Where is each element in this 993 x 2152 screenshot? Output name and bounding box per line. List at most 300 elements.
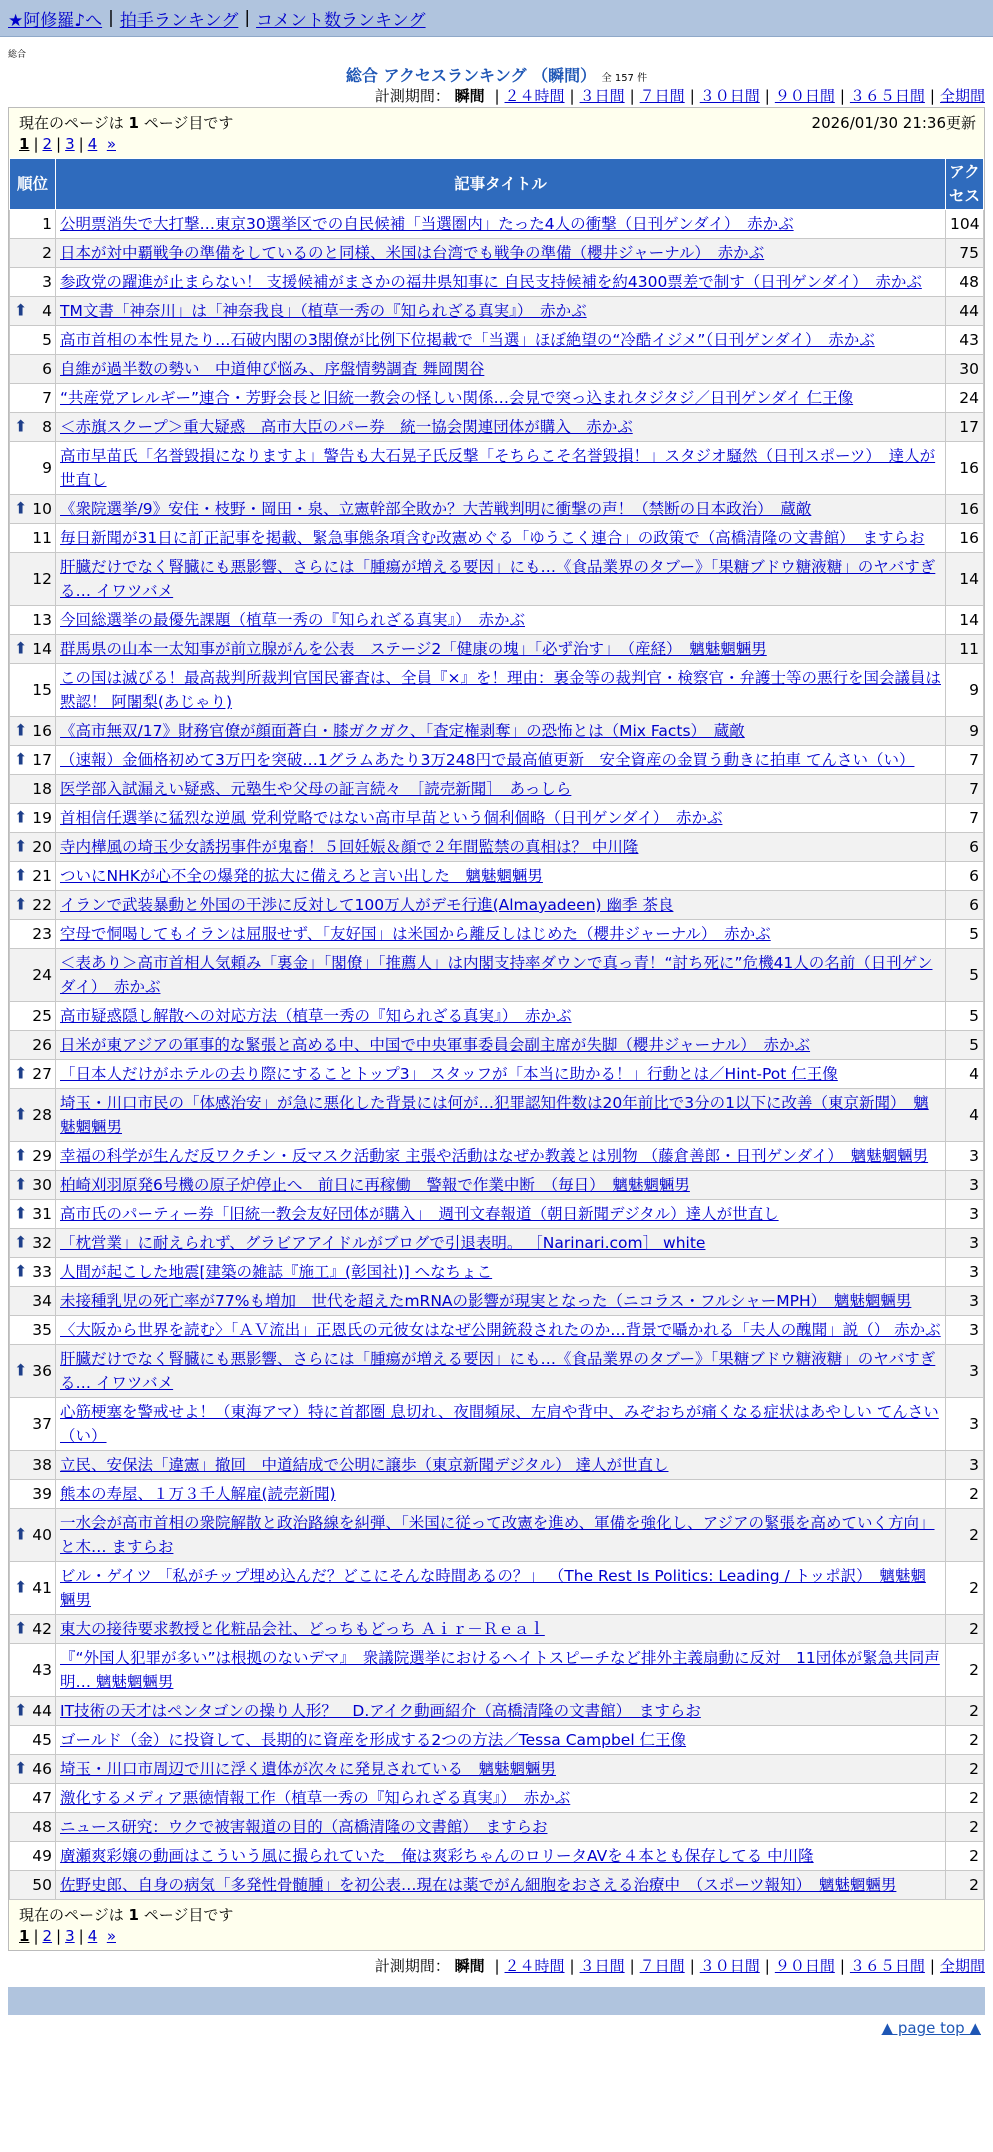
access-count: 9 — [946, 717, 984, 746]
rank-number: 27 — [32, 1065, 52, 1083]
article-link[interactable]: 幸福の科学が生んだ反ワクチン・反マスク活動家 主張や活動はなぜか教義とは別物 （藤倉善郎・日刊ゲンダイ） 魑魅魍魎男 — [60, 1147, 929, 1165]
rank-cell — [10, 442, 56, 495]
rank-up-arrow-icon: ⬆ — [14, 1174, 28, 1194]
rank-number: 38 — [32, 1456, 52, 1474]
article-link[interactable]: 今回総選挙の最優先課題（植草一秀の『知られざる真実』） 赤かぶ — [60, 611, 526, 629]
title-cell — [56, 1562, 946, 1615]
updated-time: 2026/01/30 21:36更新 — [811, 114, 976, 132]
article-link[interactable]: 毎日新聞が31日に訂正記事を掲載、緊急事態条項含む改憲めぐる「ゆうこく連合」の政策で（高橋清隆の文書館） ますらお — [60, 529, 925, 547]
table-row — [10, 210, 984, 239]
title-cell — [56, 524, 946, 553]
title-cell — [56, 1031, 946, 1060]
period-link[interactable]: ２４時間 — [504, 1957, 565, 1975]
article-link[interactable]: 心筋梗塞を警戒せよ！（東海アマ）特に首都圏 息切れ、夜間頻尿、左肩や背中、みぞおちが痛くなる症状はあやしい てんさい（い） — [60, 1403, 939, 1445]
page-links — [19, 135, 974, 153]
access-count: 3 — [946, 1287, 984, 1316]
table-row — [10, 1171, 984, 1200]
period-link[interactable]: ９０日間 — [774, 87, 835, 105]
article-link[interactable]: “共産党アレルギー”連合・芳野会長と旧統一教会の怪しい関係…会見で突っ込まれタジタジ／日刊ゲンダイ 仁王像 — [60, 389, 854, 407]
page-links — [19, 1927, 974, 1945]
article-link[interactable]: 空母で恫喝してもイランは屈服せず、「友好国」は米国から離反しはじめた（櫻井ジャーナル） 赤かぶ — [60, 925, 771, 943]
table-row — [10, 1142, 984, 1171]
pager-current-number: 1 — [128, 114, 139, 132]
access-count: 2 — [946, 1726, 984, 1755]
ranking-body — [10, 210, 984, 1900]
total-count: 全 157 件 — [601, 73, 648, 84]
access-count: 16 — [946, 442, 984, 495]
rank-up-arrow-icon: ⬆ — [14, 720, 28, 740]
rank-cell — [10, 1142, 56, 1171]
rank-number: 20 — [32, 838, 52, 856]
rank-number: 21 — [32, 867, 52, 885]
title-cell — [56, 1784, 946, 1813]
pager-current-number: 1 — [128, 1906, 139, 1924]
rank-cell — [10, 1002, 56, 1031]
title-cell — [56, 1345, 946, 1398]
access-count: 2 — [946, 1755, 984, 1784]
page-link[interactable]: 4 — [87, 135, 98, 153]
access-count: 7 — [946, 775, 984, 804]
article-link[interactable]: 参政党の躍進が止まらない！ 支援候補がまさかの福井県知事に 自民支持候補を約4300票差で制す（日刊ゲンダイ） 赤かぶ — [60, 273, 922, 291]
article-link[interactable]: 『“外国人犯罪が多い”は根拠のないデマ』 衆議院選挙におけるヘイトスピーチなど排外主義扇動に反対 11団体が緊急共同声明… 魑魅魍魎男 — [60, 1649, 940, 1691]
rank-up-arrow-icon: ⬆ — [14, 638, 28, 658]
access-count: 11 — [946, 635, 984, 664]
article-link[interactable]: 自維が過半数の勢い 中道伸び悩み、序盤情勢調査 舞岡関谷 — [60, 360, 485, 378]
rank-cell — [10, 1784, 56, 1813]
title-cell — [56, 495, 946, 524]
title-cell — [56, 1316, 946, 1345]
title-cell — [56, 1089, 946, 1142]
article-link[interactable]: ニュース研究：ウクで被害報道の目的（高橋清隆の文書館） ますらお — [60, 1818, 548, 1836]
table-row — [10, 413, 984, 442]
article-link[interactable]: 《衆院選挙/9》安住・枝野・岡田・泉、立憲幹部全敗か？大苦戦判明に衝撃の声！（禁断の日本政治） 蔵敵 — [60, 500, 812, 518]
article-link[interactable]: 一水会が高市首相の衆院解散と政治路線を糾弾、「米国に従って改憲を進め、軍備を強化し、アジアの緊張を高めていく方向」と木… ますらお — [60, 1514, 935, 1556]
page-link[interactable]: 3 — [65, 1927, 75, 1945]
ranking-frame — [8, 107, 985, 1951]
period-link[interactable]: ３０日間 — [699, 87, 760, 105]
title-cell — [56, 664, 946, 717]
rank-cell — [10, 1509, 56, 1562]
article-link[interactable]: ゴールド（金）に投資して、長期的に資産を形成する2つの方法／Tessa Campbel 仁王像 — [60, 1731, 687, 1749]
article-link[interactable]: 激化するメディア悪徳情報工作（植草一秀の『知られざる真実』） 赤かぶ — [60, 1789, 571, 1807]
article-link[interactable]: 医学部入試漏えい疑惑、元塾生や父母の証言続々 ［読売新聞］ あっしら — [60, 780, 572, 798]
rank-number: 33 — [32, 1263, 52, 1281]
access-count: 44 — [946, 297, 984, 326]
access-count: 3 — [946, 1200, 984, 1229]
access-count: 6 — [946, 891, 984, 920]
rank-cell — [10, 1871, 56, 1900]
period-separator: | — [929, 1957, 935, 1975]
period-separator: | — [764, 1957, 770, 1975]
article-link[interactable]: 《高市無双/17》財務官僚が顔面蒼白・膝ガクガク、「査定権剥奪」の恐怖とは（Mix Facts） 蔵敵 — [60, 722, 745, 740]
period-link[interactable]: ３日間 — [579, 1957, 625, 1975]
table-row — [10, 1697, 984, 1726]
article-link[interactable]: 熊本の寿屋、１万３千人解雇(読売新聞) — [60, 1485, 336, 1503]
title-cell — [56, 1142, 946, 1171]
access-count: 5 — [946, 920, 984, 949]
article-link[interactable]: 公明票消失で大打撃…東京30選挙区での自民候補「当選圏内」たった4人の衝撃（日刊ゲンダイ） 赤かぶ — [60, 215, 794, 233]
rank-number: 3 — [42, 273, 52, 291]
table-row — [10, 1345, 984, 1398]
table-row — [10, 1755, 984, 1784]
rank-number: 10 — [32, 500, 52, 518]
rank-cell — [10, 949, 56, 1002]
home-link[interactable]: ★阿修羅♪へ — [8, 10, 103, 31]
page-separator: | — [78, 135, 84, 153]
access-count: 24 — [946, 384, 984, 413]
table-row — [10, 949, 984, 1002]
title-cell — [56, 1842, 946, 1871]
table-row — [10, 1813, 984, 1842]
access-count: 5 — [946, 1031, 984, 1060]
rank-number: 9 — [42, 459, 52, 477]
page-link[interactable]: 4 — [87, 1927, 98, 1945]
page-link[interactable]: 2 — [42, 1927, 53, 1945]
rank-cell — [10, 775, 56, 804]
title-cell — [56, 1697, 946, 1726]
article-link[interactable]: 廣瀬爽彩嬢の動画はこういう風に撮られていた＿俺は爽彩ちゃんのロリータAVを４本とも保存してる 中川隆 — [60, 1847, 814, 1865]
access-count: 4 — [946, 1089, 984, 1142]
rank-number: 8 — [42, 418, 52, 436]
rank-number: 16 — [32, 722, 52, 740]
clap-ranking-link[interactable]: 拍手ランキング — [119, 10, 239, 31]
table-row — [10, 268, 984, 297]
access-count: 3 — [946, 1345, 984, 1398]
table-row — [10, 833, 984, 862]
rank-number: 26 — [32, 1036, 52, 1054]
rank-number: 24 — [32, 966, 52, 984]
title-cell — [56, 210, 946, 239]
period-separator: | — [629, 1957, 635, 1975]
access-count: 3 — [946, 1258, 984, 1287]
rank-number: 37 — [32, 1415, 52, 1433]
table-row — [10, 920, 984, 949]
table-row — [10, 1480, 984, 1509]
rank-up-arrow-icon: ⬆ — [14, 498, 28, 518]
rank-cell — [10, 524, 56, 553]
period-link[interactable]: ３６５日間 — [849, 1957, 925, 1975]
access-count: 16 — [946, 495, 984, 524]
rank-number: 41 — [32, 1579, 52, 1597]
current-page: 1 — [19, 135, 30, 153]
rank-cell — [10, 413, 56, 442]
access-count: 6 — [946, 862, 984, 891]
rank-up-arrow-icon: ⬆ — [14, 1758, 28, 1778]
rank-cell — [10, 1480, 56, 1509]
page-top-link[interactable]: ▲ page top ▲ — [881, 2019, 981, 2037]
current-page: 1 — [19, 1927, 30, 1945]
table-row — [10, 1871, 984, 1900]
rank-cell — [10, 664, 56, 717]
next-page-link[interactable]: » — [106, 1927, 116, 1945]
access-count: 7 — [946, 746, 984, 775]
period-separator: | — [689, 1957, 695, 1975]
access-header: アクセス — [946, 159, 984, 210]
article-link[interactable]: 高市早苗氏「名誉毀損になりますよ」警告も大石晃子氏反撃「そちらこそ名誉毀損！」スタジオ騒然（日刊スポーツ） 達人が世直し — [60, 447, 936, 489]
article-link[interactable]: 「日本人だけがホテルの去り際にすることトップ3」 スタッフが「本当に助かる！」行動とは／Hint-Pot 仁王像 — [60, 1065, 838, 1083]
page-separator: | — [33, 135, 39, 153]
rank-number: 5 — [42, 331, 52, 349]
title-cell — [56, 1258, 946, 1287]
access-count: 17 — [946, 413, 984, 442]
period-current: 瞬間 — [454, 87, 485, 105]
page-title — [0, 63, 993, 85]
rank-number: 31 — [32, 1205, 52, 1223]
access-count: 3 — [946, 1229, 984, 1258]
article-link[interactable]: ＜表あり＞高市首相人気頼み「裏金」「閣僚」「推薦人」は内閣支持率ダウンで真っ青！“討ち死に”危機41人の名前（日刊ゲンダイ） 赤かぶ — [60, 954, 933, 996]
article-link[interactable]: 首相信任選挙に猛烈な逆風 党利党略ではない高市早苗という個利個略（日刊ゲンダイ） 赤かぶ — [60, 809, 723, 827]
rank-up-arrow-icon: ⬆ — [14, 1360, 28, 1380]
title-cell — [56, 862, 946, 891]
access-count: 2 — [946, 1644, 984, 1697]
period-separator: | — [494, 87, 500, 105]
rank-up-arrow-icon: ⬆ — [14, 836, 28, 856]
rank-cell — [10, 355, 56, 384]
rank-cell — [10, 210, 56, 239]
rank-number: 7 — [42, 389, 52, 407]
rank-number: 42 — [32, 1620, 52, 1638]
rank-cell — [10, 1060, 56, 1089]
title-cell — [56, 413, 946, 442]
ranking-table — [9, 158, 984, 1900]
rank-number: 36 — [32, 1362, 52, 1380]
article-link[interactable]: TM文書「神奈川」は「神奈我良」（植草一秀の『知られざる真実』） 赤かぶ — [60, 302, 587, 320]
period-link[interactable]: 全期間 — [939, 87, 985, 105]
page-link[interactable]: 3 — [65, 135, 75, 153]
access-count: 43 — [946, 326, 984, 355]
rank-cell — [10, 1398, 56, 1451]
article-link[interactable]: 佐野史郎、自身の病気「多発性骨髄腫」を初公表…現在は薬でがん細胞をおさえる治療中 （スポーツ報知） 魑魅魍魎男 — [60, 1876, 897, 1894]
title-cell — [56, 920, 946, 949]
title-cell — [56, 1644, 946, 1697]
rank-number: 25 — [32, 1007, 52, 1025]
article-link[interactable]: ＜赤旗スクープ＞重大疑惑 高市大臣のパー券 統一協会関連団体が購入 赤かぶ — [60, 418, 633, 436]
rank-number: 44 — [32, 1702, 52, 1720]
rank-up-arrow-icon: ⬆ — [14, 1618, 28, 1638]
rank-cell — [10, 297, 56, 326]
article-link[interactable]: ビル・ゲイツ 「私がチップ埋め込んだ？どこにそんな時間あるの？」 （The Rest Is Politics: Leading / トッポ訳） 魑魅魍魎男 — [60, 1567, 926, 1609]
article-link[interactable]: 柏崎刈羽原発6号機の原子炉停止へ 前日に再稼働 警報で作業中断 （毎日） 魑魅魍魎男 — [60, 1176, 690, 1194]
period-link[interactable]: ９０日間 — [774, 1957, 835, 1975]
title-cell — [56, 384, 946, 413]
period-link[interactable]: ３６５日間 — [849, 87, 925, 105]
rank-cell — [10, 746, 56, 775]
period-links — [489, 87, 985, 105]
article-link[interactable]: 未接種乳児の死亡率が77%も増加 世代を超えたmRNAの影響が現実となった（ニコラス・フルシャーMPH） 魑魅魍魎男 — [60, 1292, 912, 1310]
rank-number: 43 — [32, 1661, 52, 1679]
title-cell — [56, 1398, 946, 1451]
access-count: 2 — [946, 1813, 984, 1842]
period-current: 瞬間 — [454, 1957, 485, 1975]
access-count: 7 — [946, 804, 984, 833]
table-row — [10, 635, 984, 664]
article-link[interactable]: IT技術の天才はペンタゴンの操り人形？ D.アイク動画紹介（高橋清隆の文書館） ますらお — [60, 1702, 701, 1720]
rank-number: 35 — [32, 1321, 52, 1339]
table-row — [10, 1258, 984, 1287]
table-row — [10, 495, 984, 524]
article-link[interactable]: この国は滅びる！最高裁判所裁判官国民審査は、全員『×』を！理由：裏金等の裁判官・検察官・弁護士等の悪行を国会議員は黙認！ 阿闍梨(あじゃり) — [60, 669, 941, 711]
rank-number: 23 — [32, 925, 52, 943]
nav-separator: | — [244, 8, 251, 28]
article-link[interactable]: 埼玉・川口市民の「体感治安」が急に悪化した背景には何が…犯罪認知件数は20年前比で3分の1以下に改善（東京新聞） 魑魅魍魎男 — [60, 1094, 929, 1136]
rank-number: 49 — [32, 1847, 52, 1865]
table-row — [10, 1200, 984, 1229]
table-row — [10, 384, 984, 413]
article-link[interactable]: 日本が対中覇戦争の準備をしているのと同様、米国は台湾でも戦争の準備（櫻井ジャーナル） 赤かぶ — [60, 244, 765, 262]
table-row — [10, 553, 984, 606]
period-separator: | — [839, 87, 845, 105]
title-cell — [56, 239, 946, 268]
access-count: 2 — [946, 1784, 984, 1813]
rank-up-arrow-icon: ⬆ — [14, 1577, 28, 1597]
article-link[interactable]: 肝臓だけでなく腎臓にも悪影響、さらには「腫瘍が増える要因」にも…《食品業界のタブー》「果糖ブドウ糖液糖」のヤバすぎる… イワツバメ — [60, 1350, 936, 1392]
rank-cell — [10, 717, 56, 746]
rank-cell — [10, 1562, 56, 1615]
rank-cell — [10, 326, 56, 355]
article-link[interactable]: 高市首相の本性見たり…石破内閣の3閣僚が比例下位掲載で「当選」ほぼ絶望の“冷酷イジメ”（日刊ゲンダイ） 赤かぶ — [60, 331, 875, 349]
comment-ranking-link[interactable]: コメント数ランキング — [256, 10, 426, 31]
page-separator: | — [33, 1927, 39, 1945]
article-link[interactable]: 日米が東アジアの軍事的な緊張と高める中、中国で中央軍事委員会副主席が失脚（櫻井ジャーナル） 赤かぶ — [60, 1036, 811, 1054]
rank-cell — [10, 495, 56, 524]
table-row — [10, 746, 984, 775]
rank-cell — [10, 1171, 56, 1200]
rank-up-arrow-icon: ⬆ — [14, 416, 28, 436]
table-row — [10, 1089, 984, 1142]
period-link[interactable]: 全期間 — [939, 1957, 985, 1975]
rank-number: 18 — [32, 780, 52, 798]
title-cell — [56, 833, 946, 862]
article-link[interactable]: 「枕営業」に耐えられず、グラビアアイドルがブログで引退表明。 ［Narinari.com］ white — [60, 1234, 706, 1252]
rank-number: 39 — [32, 1485, 52, 1503]
article-link[interactable]: 群馬県の山本一太知事が前立腺がんを公表 ステージ2「健康の塊」「必ず治す」 （産経） 魑魅魍魎男 — [60, 640, 767, 658]
rank-up-arrow-icon: ⬆ — [14, 300, 28, 320]
period-label: 計測期間： — [374, 87, 450, 105]
article-link[interactable]: 高市氏のパーティー券「旧統一教会友好団体が購入」 週刊文春報道（朝日新聞デジタル）達人が世直し — [60, 1205, 779, 1223]
rank-cell — [10, 1755, 56, 1784]
table-row — [10, 804, 984, 833]
title-cell — [56, 1451, 946, 1480]
title-cell — [56, 1060, 946, 1089]
rank-up-arrow-icon: ⬆ — [14, 1700, 28, 1720]
bottom-bar — [8, 1987, 985, 2015]
rank-up-arrow-icon: ⬆ — [14, 1232, 28, 1252]
title-cell — [56, 775, 946, 804]
rank-cell — [10, 1089, 56, 1142]
article-link[interactable]: 〈大阪から世界を読む〉「ＡＶ流出」正恩氏の元彼女はなぜ公開銃殺されたのか…背景で囁かれる「夫人の醜聞」説（） 赤かぶ — [60, 1321, 941, 1339]
article-link[interactable]: 東大の接待要求教授と化粧品会社、どっちもどっち Ａｉｒ－Ｒｅａｌ — [60, 1620, 545, 1638]
article-link[interactable]: ついにNHKが心不全の爆発的拡大に備えろと言い出した 魑魅魍魎男 — [60, 867, 543, 885]
table-row — [10, 1287, 984, 1316]
article-link[interactable]: 寺内樺風の埼玉少女誘拐事件が鬼畜！５回妊娠＆顔で２年間監禁の真相は？ 中川隆 — [60, 838, 639, 856]
access-count: 3 — [946, 1398, 984, 1451]
rank-up-arrow-icon: ⬆ — [14, 894, 28, 914]
table-row — [10, 297, 984, 326]
title-header: 記事タイトル — [56, 159, 946, 210]
rank-cell — [10, 1345, 56, 1398]
title-cell — [56, 804, 946, 833]
access-count: 14 — [946, 606, 984, 635]
title-cell — [56, 1615, 946, 1644]
period-link[interactable]: ２４時間 — [504, 87, 565, 105]
category-label: 総合 — [8, 50, 27, 60]
article-link[interactable]: 立民、安保法「違憲」撤回 中道結成で公明に譲歩（東京新聞デジタル） 達人が世直し — [60, 1456, 669, 1474]
title-cell — [56, 1171, 946, 1200]
table-row — [10, 1615, 984, 1644]
table-row — [10, 862, 984, 891]
rank-number: 47 — [32, 1789, 52, 1807]
rank-cell — [10, 1842, 56, 1871]
table-row — [10, 1509, 984, 1562]
period-link[interactable]: ７日間 — [639, 1957, 685, 1975]
ranking-title: 総合 アクセスランキング （瞬間） — [345, 66, 597, 85]
rank-number: 46 — [32, 1760, 52, 1778]
rank-number: 1 — [42, 215, 52, 233]
rank-cell — [10, 1031, 56, 1060]
rank-cell — [10, 1229, 56, 1258]
rank-cell — [10, 1697, 56, 1726]
page-link[interactable]: 2 — [42, 135, 53, 153]
rank-up-arrow-icon: ⬆ — [14, 749, 28, 769]
rank-cell — [10, 1287, 56, 1316]
rank-number: 11 — [32, 529, 52, 547]
next-page-link[interactable]: » — [106, 135, 116, 153]
table-row — [10, 606, 984, 635]
access-count: 2 — [946, 1509, 984, 1562]
table-row — [10, 1398, 984, 1451]
period-link[interactable]: ３日間 — [579, 87, 625, 105]
title-cell — [56, 1200, 946, 1229]
period-link[interactable]: ３０日間 — [699, 1957, 760, 1975]
access-count: 75 — [946, 239, 984, 268]
access-count: 2 — [946, 1615, 984, 1644]
article-link[interactable]: 高市疑惑隠し解散への対応方法（植草一秀の『知られざる真実』） 赤かぶ — [60, 1007, 572, 1025]
rank-cell — [10, 239, 56, 268]
nav-separator: | — [108, 8, 114, 28]
article-link[interactable]: 肝臓だけでなく腎臓にも悪影響、さらには「腫瘍が増える要因」にも…《食品業界のタブー》「果糖ブドウ糖液糖」のヤバすぎる… イワツバメ — [60, 558, 936, 600]
rank-number: 12 — [32, 570, 52, 588]
rank-cell — [10, 268, 56, 297]
rank-number: 22 — [32, 896, 52, 914]
title-cell — [56, 1002, 946, 1031]
title-cell — [56, 606, 946, 635]
access-count: 2 — [946, 1562, 984, 1615]
rank-number: 4 — [42, 302, 52, 320]
article-link[interactable]: 埼玉・川口市周辺で川に浮く遺体が次々に発見されている 魑魅魍魎男 — [60, 1760, 557, 1778]
rank-up-arrow-icon: ⬆ — [14, 1104, 28, 1124]
article-link[interactable]: 人間が起こした地震[建築の雑誌『施工』(彰国社)] へなちょこ — [60, 1263, 493, 1281]
page-separator: | — [78, 1927, 84, 1945]
period-link[interactable]: ７日間 — [639, 87, 685, 105]
access-count: 3 — [946, 1316, 984, 1345]
period-selector-bottom — [0, 1955, 993, 1977]
article-link[interactable]: （速報）金価格初めて3万円を突破…1グラムあたり3万248円で最高値更新 安全資産の金買う動きに拍車 てんさい（い） — [60, 751, 915, 769]
article-link[interactable]: イランで武装暴動と外国の干渉に反対して100万人がデモ行進(Almayadeen) 幽季 茶良 — [60, 896, 674, 914]
access-count: 16 — [946, 524, 984, 553]
table-row — [10, 1031, 984, 1060]
period-selector-top — [0, 85, 993, 107]
table-header — [10, 159, 984, 210]
rank-cell — [10, 833, 56, 862]
rank-cell — [10, 384, 56, 413]
pager-text-suffix: ページ目です — [143, 1906, 234, 1924]
rank-cell — [10, 1615, 56, 1644]
rank-up-arrow-icon: ⬆ — [14, 1063, 28, 1083]
title-cell — [56, 949, 946, 1002]
rank-cell — [10, 920, 56, 949]
period-separator: | — [689, 87, 695, 105]
rank-up-arrow-icon: ⬆ — [14, 1203, 28, 1223]
